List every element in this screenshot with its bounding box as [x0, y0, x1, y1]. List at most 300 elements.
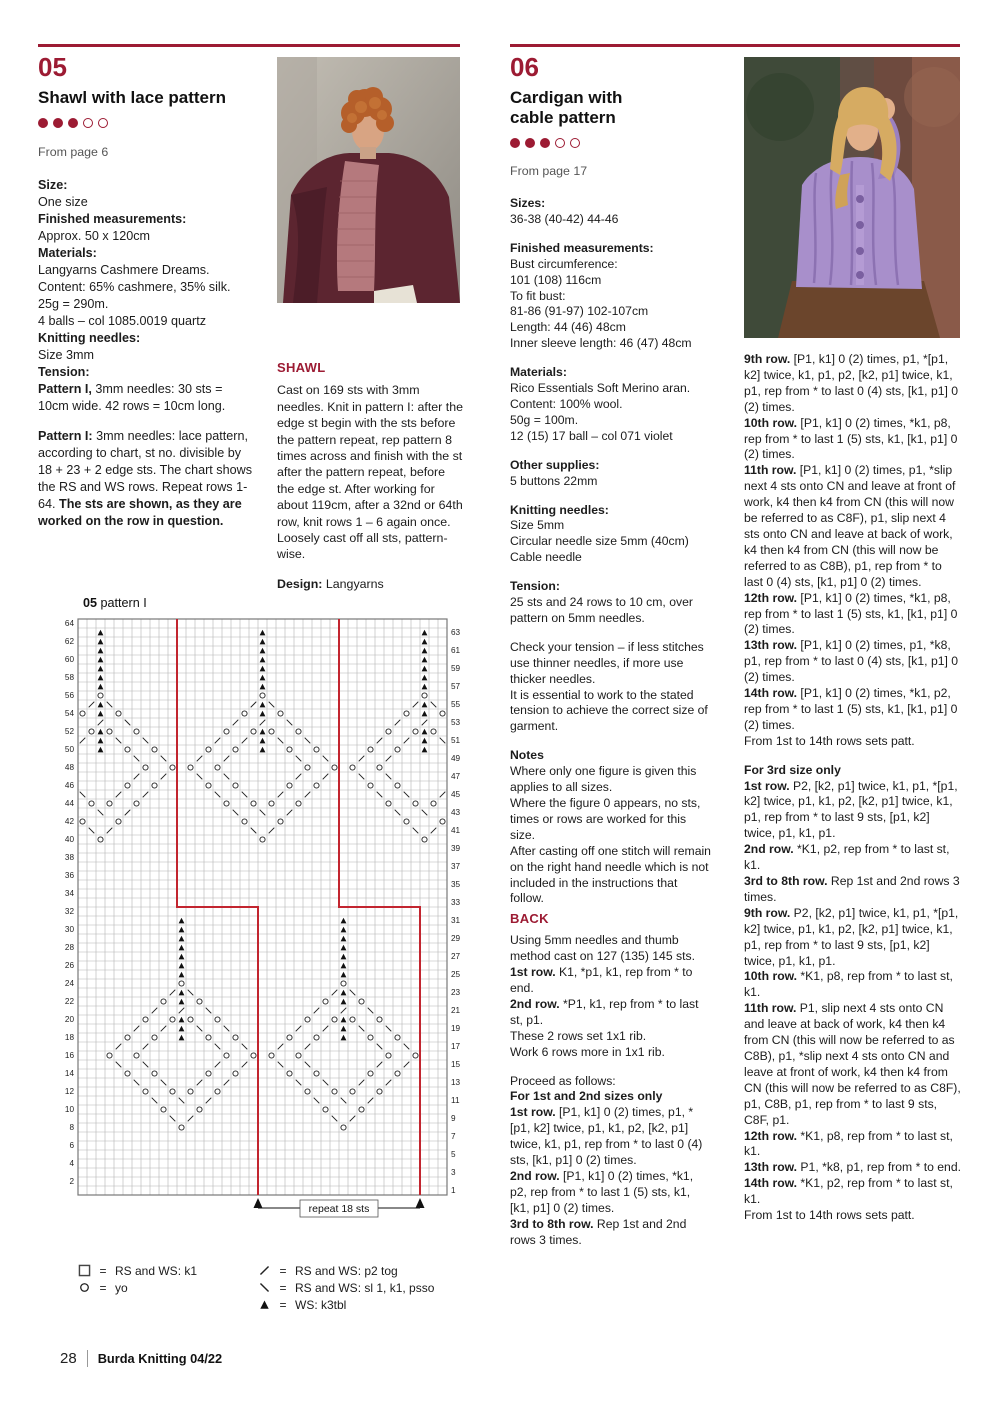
- text-segment: *K1, p2, rep from * to last st, k1.: [744, 842, 950, 873]
- text-segment: [P1, k1] 0 (2) times, p1, *k8, p1, rep from * to last 0 (4) sts, [k1, p1] 0 (2) times.: [744, 638, 959, 685]
- svg-text:49: 49: [451, 754, 461, 763]
- text-segment: After casting off one stitch will remain on the right hand needle which is not included in the instructions that follow.: [510, 843, 711, 906]
- cardigan-rows-paragraphs: [744, 352, 961, 1224]
- text-segment: 12th row.: [744, 1128, 798, 1143]
- cardigan-row-line: [744, 463, 961, 590]
- difficulty-dot: [510, 138, 520, 148]
- p05-spec-line: [38, 347, 256, 364]
- svg-text:57: 57: [451, 682, 461, 691]
- svg-text:5: 5: [451, 1150, 456, 1159]
- pattern-06-title-line1: Cardigan with: [510, 88, 623, 107]
- pattern-06-title: [510, 88, 713, 128]
- text-segment: Knitting needles:: [38, 331, 141, 346]
- text-segment: 25 sts and 24 rows to 10 cm, over pattern on 5mm needles.: [510, 595, 693, 625]
- legend-label: yo: [115, 1280, 128, 1295]
- text-segment: Materials:: [38, 246, 97, 261]
- page-footer: [60, 1350, 222, 1367]
- chart-legend-right: [258, 1262, 434, 1313]
- back-line: [510, 1045, 713, 1061]
- p06-spec-spacer: [510, 566, 713, 579]
- photo-shawl-model: [277, 57, 460, 303]
- text-segment: 81-86 (91-97) 102-107cm: [510, 304, 649, 319]
- svg-text:17: 17: [451, 1042, 461, 1051]
- text-segment: Langyarns: [322, 576, 384, 591]
- svg-text:35: 35: [451, 880, 461, 889]
- difficulty-dot: [98, 118, 108, 128]
- svg-text:14: 14: [64, 1069, 74, 1078]
- p06-spec-line: [510, 413, 713, 429]
- text-segment: From 1st to 14th rows sets patt.: [744, 733, 915, 748]
- difficulty-dot: [38, 118, 48, 128]
- text-segment: Finished measurements:: [38, 212, 187, 227]
- back-paragraphs: [510, 933, 713, 1248]
- svg-text:28: 28: [64, 943, 74, 952]
- svg-text:39: 39: [451, 844, 461, 853]
- shawl-line: [277, 576, 464, 592]
- p05-spec-line: [38, 177, 256, 194]
- p06-spec-line: [510, 579, 713, 595]
- p06-spec-line: [510, 595, 713, 627]
- text-segment: Cast on 169 sts with 3mm needles. Knit in pattern I: after the edge st begin with the sts before the pattern repeat, rep pattern 8 times across and finish with the st after the pattern repeat, before the edge st. After working for about 119cm, after a 32nd or 64th row, knit rows 1 – 6 again once. Loosely cast off all sts, pattern-wise.: [277, 383, 463, 562]
- text-segment: Cable needle: [510, 550, 582, 565]
- p06-spec-line: [510, 365, 713, 381]
- text-segment: 4 balls – col 1085.0019 quartz: [38, 314, 207, 329]
- pattern-05-from-page: From page 6: [38, 145, 109, 160]
- chart-legend-left: [78, 1262, 197, 1296]
- svg-text:24: 24: [64, 979, 74, 988]
- pattern-06-info-column: [510, 54, 713, 1248]
- text-segment: 1st row.: [744, 778, 790, 793]
- back-line: [510, 997, 713, 1029]
- text-segment: Circular needle size 5mm (40cm): [510, 534, 689, 549]
- p06-spec-line: [510, 796, 713, 844]
- text-segment: 2nd row.: [510, 1168, 560, 1183]
- svg-text:43: 43: [451, 808, 461, 817]
- p05-spec-line: [38, 245, 256, 262]
- svg-text:37: 37: [451, 862, 461, 871]
- svg-text:11: 11: [451, 1096, 460, 1105]
- text-segment: P2, [k2, p1] twice, k1, p1, *[p1, k2] twice, p1, k1, p2, [k2, p1] twice, k1, p1, rep from * to last 9 sts, [p1, k2] twice, p1, k1, p1.: [744, 778, 958, 841]
- text-segment: 14th row.: [744, 1176, 798, 1191]
- svg-text:60: 60: [64, 655, 74, 664]
- text-segment: Bust circumference:: [510, 256, 618, 271]
- text-segment: Size 3mm: [38, 348, 94, 363]
- text-segment: Size 5mm: [510, 518, 565, 533]
- text-segment: 14th row.: [744, 686, 798, 701]
- p06-spec-line: [510, 320, 713, 336]
- p06-spec-line: [510, 304, 713, 320]
- svg-text:29: 29: [451, 934, 461, 943]
- svg-text:58: 58: [64, 673, 74, 682]
- p06-spec-spacer: [510, 445, 713, 458]
- back-line: [510, 1105, 713, 1169]
- svg-text:30: 30: [64, 925, 74, 934]
- back-line: [510, 1217, 713, 1249]
- difficulty-dot: [53, 118, 63, 128]
- legend-item-backslash: [258, 1279, 434, 1296]
- cardigan-row-line: [744, 874, 961, 906]
- cardigan-row-line: [744, 416, 961, 464]
- text-segment: *K1, p8, rep from * to last st, k1.: [744, 1128, 953, 1159]
- text-segment: Tension:: [510, 579, 560, 594]
- svg-text:48: 48: [64, 763, 74, 772]
- svg-text:63: 63: [451, 628, 461, 637]
- svg-text:38: 38: [64, 853, 74, 862]
- text-segment: 11th row.: [744, 1001, 797, 1016]
- back-spacer: [510, 1061, 713, 1074]
- svg-text:20: 20: [64, 1015, 74, 1024]
- text-segment: For 1st and 2nd sizes only: [510, 1089, 663, 1104]
- p06-spec-line: [510, 688, 713, 736]
- page-number: 28: [60, 1350, 77, 1367]
- svg-text:61: 61: [451, 646, 461, 655]
- p06-spec-line: [510, 748, 713, 764]
- cardigan-row-spacer: [744, 750, 961, 763]
- backslash-icon: [258, 1281, 271, 1294]
- svg-text:18: 18: [64, 1033, 74, 1042]
- svg-text:53: 53: [451, 718, 461, 727]
- back-heading: BACK: [510, 911, 549, 927]
- text-segment: [P1, k1] 0 (2) times, p1, *[p1, k2] twice, k1, p1, p2, [k2, p1] twice, k1, p1, rep from * to last 0 (4) sts, [k1, p1] 0 (2) times.: [744, 352, 959, 414]
- cardigan-row-line: [744, 686, 961, 734]
- text-segment: 25g = 290m.: [38, 297, 109, 312]
- shawl-spacer: [277, 563, 464, 576]
- p06-spec-line: [510, 503, 713, 519]
- p05-spec-line: [38, 313, 256, 330]
- text-segment: P2, [k2, p1] twice, k1, p1, *[p1, k2] twice, p1, k1, p2, [k2, p1] twice, k1, p1, rep from * to last 9 sts, [p1, k2] twice, p1, k1, p1.: [744, 905, 959, 968]
- back-line: [510, 933, 713, 965]
- p06-spec-spacer: [510, 228, 713, 241]
- difficulty-dot: [83, 118, 93, 128]
- text-segment: Knitting needles:: [510, 502, 609, 517]
- legend-equals: =: [279, 1280, 287, 1295]
- svg-text:21: 21: [451, 1006, 461, 1015]
- p06-spec-line: [510, 381, 713, 397]
- p05-spec-line: [38, 296, 256, 313]
- p06-spec-line: [510, 550, 713, 566]
- legend-equals: =: [99, 1263, 107, 1278]
- p06-spec-spacer: [510, 490, 713, 503]
- p05-spec-line: [38, 381, 256, 415]
- text-segment: Other supplies:: [510, 457, 600, 472]
- svg-text:16: 16: [64, 1051, 74, 1060]
- svg-text:22: 22: [64, 997, 74, 1006]
- text-segment: 5 buttons 22mm: [510, 473, 598, 488]
- text-segment: 11th row.: [744, 463, 797, 478]
- svg-text:2: 2: [69, 1177, 74, 1186]
- legend-label: WS: k3tbl: [295, 1297, 347, 1312]
- p06-spec-line: [510, 241, 713, 257]
- back-line: [510, 1169, 713, 1217]
- p05-spec-line: [38, 211, 256, 228]
- p06-spec-line: [510, 196, 713, 212]
- difficulty-dot: [68, 118, 78, 128]
- triangle-icon: [258, 1298, 271, 1311]
- difficulty-dot: [540, 138, 550, 148]
- svg-text:40: 40: [64, 835, 74, 844]
- circle-icon: [78, 1281, 91, 1294]
- shawl-instructions-column: [277, 356, 464, 592]
- shawl-heading: SHAWL: [277, 360, 326, 375]
- p06-spec-line: [510, 336, 713, 352]
- svg-text:36: 36: [64, 871, 74, 880]
- svg-text:4: 4: [69, 1159, 74, 1168]
- text-segment: Pattern I:: [38, 429, 93, 444]
- svg-text:26: 26: [64, 961, 74, 970]
- p06-spec-spacer: [510, 735, 713, 748]
- svg-text:41: 41: [451, 826, 461, 835]
- svg-text:42: 42: [64, 817, 74, 826]
- text-segment: 3rd to 8th row.: [744, 874, 828, 888]
- p06-spec-line: [510, 458, 713, 474]
- pattern-06-from-page: From page 17: [510, 164, 588, 179]
- text-segment: Sizes:: [510, 196, 546, 210]
- p06-spec-line: [510, 844, 713, 908]
- cardigan-row-line: [744, 1129, 961, 1161]
- svg-text:56: 56: [64, 691, 74, 700]
- back-line: [510, 965, 713, 997]
- text-segment: Length: 44 (46) 48cm: [510, 320, 626, 335]
- lace-chart: [50, 612, 470, 1234]
- cardigan-row-line: [744, 734, 961, 750]
- text-segment: Pattern I,: [38, 382, 92, 397]
- text-segment: [P1, k1] 0 (2) times, p1, *slip next 4 sts onto CN and leave at front of work, k4 then k4 from CN (this will now be referred to as C8F), p1, slip next 4 sts onto CN and leave at back of work, k4 then k4 from CN (this will now be referred to as C8B), p1, rep from * to last 0 (4) sts, [k1, p1] 0 (2) times.: [744, 463, 956, 589]
- cardigan-row-line: [744, 1001, 961, 1128]
- svg-text:62: 62: [64, 637, 74, 646]
- p05-spec-spacer: [38, 415, 256, 428]
- pattern-05-specs: [38, 177, 256, 530]
- svg-text:52: 52: [64, 727, 74, 736]
- text-segment: 10th row.: [744, 415, 798, 430]
- text-segment: Where the figure 0 appears, no sts, times or rows are worked for this size.: [510, 796, 701, 842]
- text-segment: 13th row.: [744, 638, 798, 653]
- chart-title-text: pattern I: [97, 596, 147, 610]
- text-segment: [P1, k1] 0 (2) times, p1, *[p1, k2] twice, p1, k1, p2, [k2, p1] twice, k1, p1, rep from * to last 0 (4) sts, [k1, p1] 0 (2) times.: [510, 1105, 703, 1168]
- p05-spec-line: [38, 228, 256, 245]
- text-segment: Langyarns Cashmere Dreams.: [38, 263, 210, 278]
- pattern-05-number: 05: [38, 52, 67, 82]
- photo-cardigan-model: [744, 57, 960, 338]
- text-segment: Content: 100% wool.: [510, 396, 623, 411]
- text-segment: It is essential to work to the stated tension to achieve the correct size of garment.: [510, 687, 708, 734]
- svg-text:19: 19: [451, 1024, 461, 1033]
- cardigan-row-line: [744, 1208, 961, 1224]
- text-segment: *K1, p8, rep from * to last st, k1.: [744, 969, 953, 1000]
- text-segment: P1, *k8, p1, rep from * to end.: [797, 1160, 961, 1175]
- text-segment: Notes: [510, 748, 544, 763]
- p06-spec-line: [510, 518, 713, 534]
- legend-label: RS and WS: k1: [115, 1263, 198, 1278]
- cardigan-row-line: [744, 969, 961, 1001]
- text-segment: To fit bust:: [510, 288, 566, 303]
- cardigan-photo-image: [744, 57, 960, 338]
- back-line: [510, 1074, 713, 1090]
- back-line: [510, 1089, 713, 1105]
- text-segment: 101 (108) 116cm: [510, 272, 602, 287]
- text-segment: *P1, k1, rep from * to last st, p1.: [510, 996, 699, 1027]
- text-segment: [P1, k1] 0 (2) times, *k1, p2, rep from * to last 1 (5) sts, k1, [k1, p1] 0 (2) times.: [510, 1168, 694, 1215]
- cardigan-row-line: [744, 763, 961, 779]
- text-segment: 1st row.: [510, 965, 556, 980]
- svg-text:25: 25: [451, 970, 461, 979]
- text-segment: Rep 1st and 2nd rows 3 times.: [510, 1216, 687, 1247]
- text-segment: From 1st to 14th rows sets patt.: [744, 1208, 915, 1223]
- text-segment: Tension:: [38, 365, 90, 380]
- p06-spec-line: [510, 429, 713, 445]
- svg-text:12: 12: [64, 1087, 74, 1096]
- svg-text:50: 50: [64, 745, 74, 754]
- cardigan-row-line: [744, 638, 961, 686]
- p05-spec-line: [38, 262, 256, 279]
- chart-repeat-bracket: [254, 1198, 425, 1217]
- difficulty-dot: [570, 138, 580, 148]
- cardigan-row-line: [744, 1160, 961, 1176]
- section-06-rule: [510, 44, 960, 47]
- p06-spec-line: [510, 212, 713, 228]
- p06-spec-spacer: [510, 352, 713, 365]
- difficulty-dot: [525, 138, 535, 148]
- text-segment: Inner sleeve length: 46 (47) 48cm: [510, 336, 692, 351]
- svg-text:1: 1: [451, 1186, 456, 1195]
- cardigan-row-line: [744, 842, 961, 874]
- svg-text:23: 23: [451, 988, 461, 997]
- p06-spec-line: [510, 397, 713, 413]
- svg-text:3: 3: [451, 1168, 456, 1177]
- svg-text:7: 7: [451, 1132, 456, 1141]
- text-segment: Finished measurements:: [510, 240, 654, 255]
- text-segment: [P1, k1] 0 (2) times, *k1, p8, rep from * to last 1 (5) sts, k1, [k1, p1] 0 (2) times.: [744, 590, 958, 637]
- text-segment: Check your tension – if less stitches use thinner needles, if more use thicker needles.: [510, 639, 704, 686]
- text-segment: 9th row.: [744, 905, 791, 920]
- text-segment: Rico Essentials Soft Merino aran.: [510, 381, 691, 396]
- shawl-paragraphs: [277, 382, 464, 592]
- legend-label: RS and WS: sl 1, k1, psso: [295, 1280, 435, 1295]
- p05-spec-line: [38, 194, 256, 211]
- text-segment: P1, slip next 4 sts onto CN and leave at back of work, k4 then k4 from CN (this will now be referred to as C8B), p1, *slip next 4 sts onto CN and leave at front of work, k4 then k4 from CN (this will now be referred to as C8F), p1, C8B, p1, rep from * to last 9 sts, C8F, p1.: [744, 1001, 961, 1127]
- svg-text:45: 45: [451, 790, 461, 799]
- text-segment: 12 (15) 17 ball – col 071 violet: [510, 428, 673, 443]
- p06-spec-line: [510, 474, 713, 490]
- legend-equals: =: [99, 1280, 107, 1295]
- text-segment: Design:: [277, 576, 323, 591]
- footer-divider: [87, 1350, 88, 1367]
- svg-text:15: 15: [451, 1060, 461, 1069]
- text-segment: 12th row.: [744, 590, 798, 605]
- p06-spec-line: [510, 273, 713, 289]
- legend-equals: =: [279, 1263, 287, 1278]
- svg-text:33: 33: [451, 898, 461, 907]
- chart-title-number: 05: [83, 596, 98, 610]
- difficulty-dot: [555, 138, 565, 148]
- magazine-title: Burda Knitting 04/22: [97, 1351, 223, 1366]
- legend-item-slash: [258, 1262, 434, 1279]
- svg-text:27: 27: [451, 952, 461, 961]
- p06-spec-line: [510, 257, 713, 273]
- text-segment: Rep 1st and 2nd rows 3 times.: [744, 874, 960, 904]
- pattern-05-title: Shawl with lace pattern: [38, 88, 226, 107]
- pattern-06-specs: [510, 196, 713, 907]
- p06-spec-line: [510, 640, 713, 688]
- text-segment: Approx. 50 x 120cm: [38, 229, 151, 244]
- text-segment: One size: [38, 195, 88, 210]
- text-segment: [P1, k1] 0 (2) times, *k1, p8, rep from * to last 1 (5) sts, k1, [k1, p1] 0 (2) times.: [744, 415, 958, 462]
- cardigan-row-line: [744, 1176, 961, 1208]
- p05-spec-line: [38, 364, 256, 381]
- text-segment: 3mm needles: 30 sts = 10cm wide. 42 rows = 10cm long.: [38, 382, 226, 414]
- text-segment: 2nd row.: [744, 842, 794, 857]
- legend-equals: =: [279, 1297, 287, 1312]
- svg-text:32: 32: [64, 907, 74, 916]
- svg-text:repeat 18 sts: repeat 18 sts: [308, 1203, 370, 1215]
- p06-spec-line: [510, 534, 713, 550]
- text-segment: K1, *p1, k1, rep from * to end.: [510, 965, 693, 995]
- p05-spec-line: [38, 279, 256, 296]
- text-segment: 10th row.: [744, 969, 798, 984]
- svg-text:44: 44: [64, 799, 74, 808]
- pattern-05-info-column: [38, 54, 256, 530]
- text-segment: Size:: [38, 178, 68, 193]
- back-line: [510, 1029, 713, 1045]
- text-segment: Using 5mm needles and thumb method cast on 127 (135) 145 sts.: [510, 933, 695, 964]
- svg-text:51: 51: [451, 736, 461, 745]
- svg-text:8: 8: [69, 1123, 74, 1132]
- text-segment: [P1, k1] 0 (2) times, *k1, p2, rep from * to last 1 (5) sts, k1, [k1, p1] 0 (2) times.: [744, 686, 958, 732]
- svg-text:55: 55: [451, 700, 461, 709]
- pattern-06-difficulty: [510, 138, 713, 148]
- text-segment: 36-38 (40-42) 44-46: [510, 211, 619, 226]
- square-icon: [78, 1264, 91, 1277]
- svg-text:13: 13: [451, 1078, 461, 1087]
- p06-spec-line: [510, 289, 713, 305]
- slash-icon: [258, 1264, 271, 1277]
- text-segment: 50g = 100m.: [510, 412, 579, 427]
- cardigan-row-line: [744, 906, 961, 970]
- text-segment: Proceed as follows:: [510, 1073, 616, 1088]
- shawl-line: [277, 382, 464, 562]
- svg-text:54: 54: [64, 709, 74, 718]
- text-segment: These 2 rows set 1x1 rib.: [510, 1028, 647, 1043]
- svg-text:31: 31: [451, 916, 461, 925]
- cardigan-row-line: [744, 779, 961, 843]
- pattern-06-number: 06: [510, 52, 539, 82]
- p06-spec-spacer: [510, 627, 713, 640]
- text-segment: *K1, p2, rep from * to last st, k1.: [744, 1176, 953, 1207]
- svg-text:64: 64: [64, 619, 74, 628]
- p05-spec-line: [38, 330, 256, 347]
- cardigan-rows-column: [744, 352, 961, 1224]
- cardigan-row-line: [744, 352, 961, 416]
- lace-chart-container: [50, 612, 470, 1239]
- svg-text:9: 9: [451, 1114, 456, 1123]
- legend-item-triangle: [258, 1296, 434, 1313]
- svg-text:47: 47: [451, 772, 461, 781]
- svg-text:46: 46: [64, 781, 74, 790]
- cardigan-row-line: [744, 591, 961, 639]
- text-segment: 13th row.: [744, 1160, 798, 1175]
- p06-spec-line: [510, 764, 713, 796]
- shawl-photo-image: [277, 57, 460, 303]
- text-segment: 9th row.: [744, 352, 791, 366]
- text-segment: For 3rd size only: [744, 762, 841, 777]
- text-segment: The sts are shown, as they are worked on the row in question.: [38, 497, 242, 529]
- text-segment: 3mm needles: lace pattern, according to chart, st no. divisible by 18 + 23 + 2 edge sts. The chart shows the RS and WS rows. Repeat rows 1- 64.: [38, 429, 252, 512]
- section-05-rule: [38, 44, 460, 47]
- svg-text:34: 34: [64, 889, 74, 898]
- p05-spec-line: [38, 428, 256, 530]
- text-segment: Work 6 rows more in 1x1 rib.: [510, 1044, 665, 1059]
- svg-text:6: 6: [69, 1141, 74, 1150]
- pattern-06-title-line2: cable pattern: [510, 108, 616, 128]
